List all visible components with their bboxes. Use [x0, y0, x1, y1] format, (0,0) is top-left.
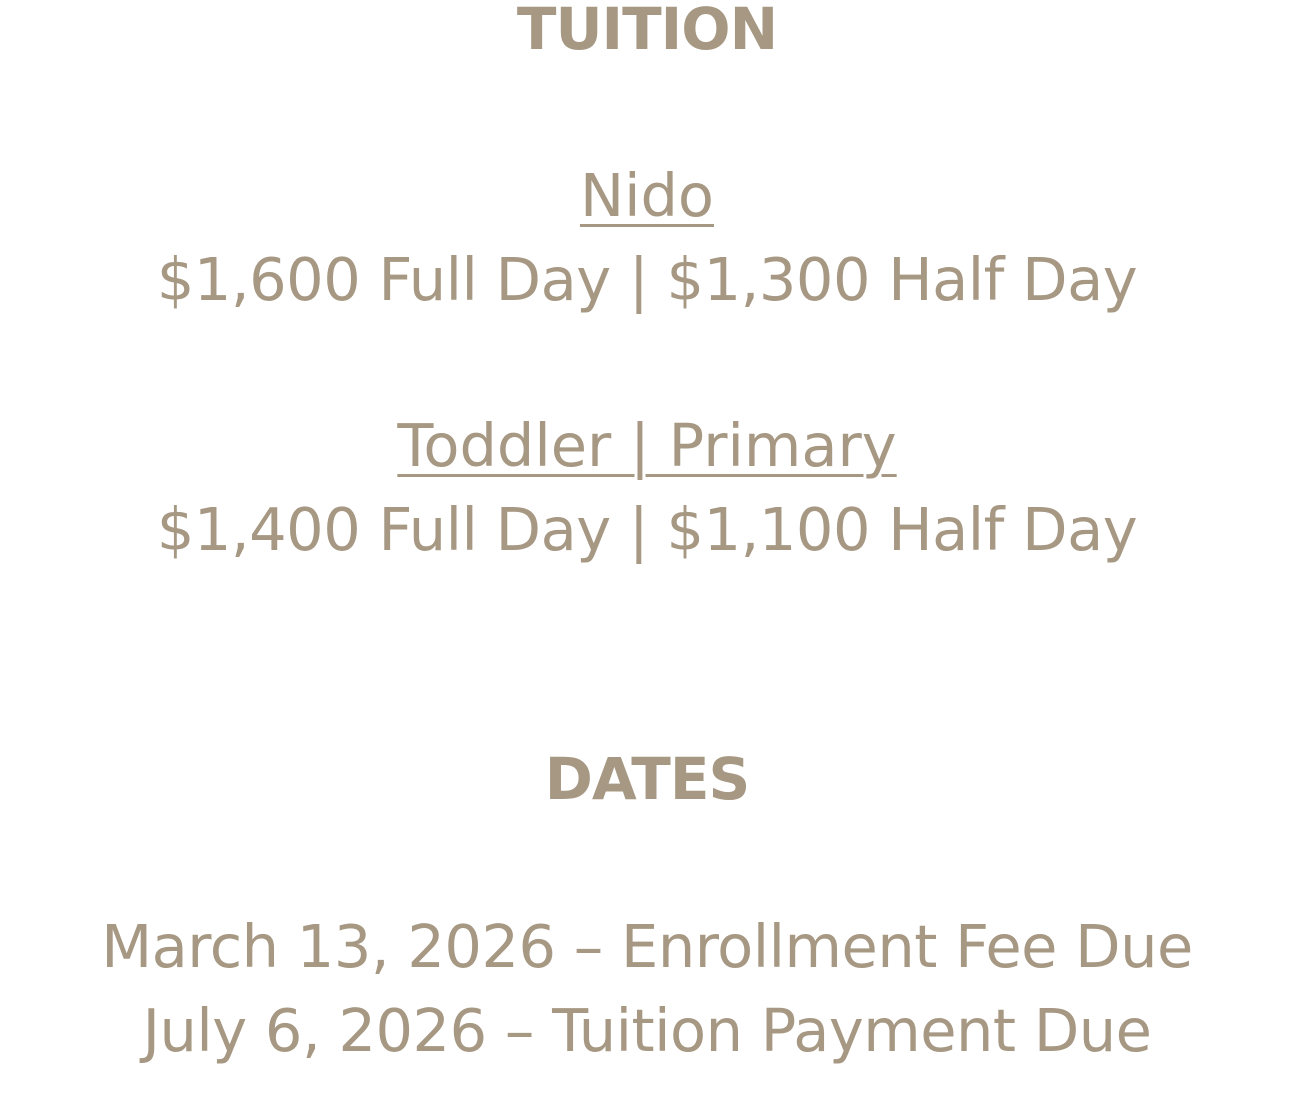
tuition-heading: TUITION — [516, 0, 778, 63]
nido-prices: $1,600 Full Day | $1,300 Half Day — [156, 245, 1138, 314]
date-enrollment-fee: March 13, 2026 – Enrollment Fee Due — [101, 912, 1193, 981]
toddler-primary-prices: $1,400 Full Day | $1,100 Half Day — [156, 495, 1138, 564]
toddler-primary-label: Toddler | Primary — [397, 411, 897, 480]
nido-label: Nido — [579, 161, 715, 230]
dates-heading: DATES — [544, 745, 750, 813]
date-tuition-payment: July 6, 2026 – Tuition Payment Due — [142, 996, 1152, 1065]
